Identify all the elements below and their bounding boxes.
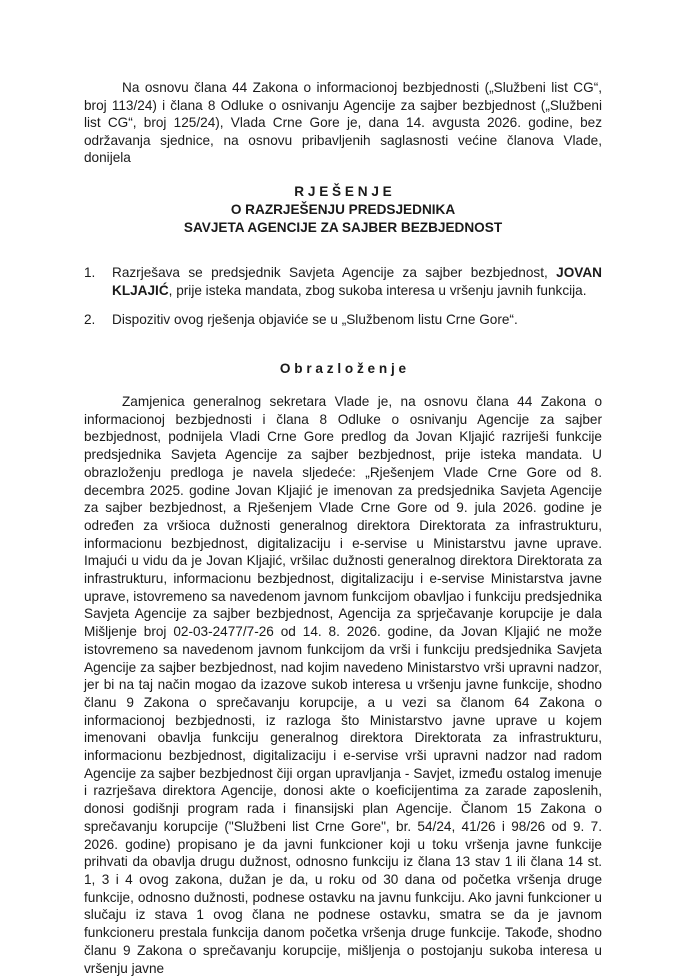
list-item (84, 311, 602, 329)
list-item-number: 2. (84, 312, 96, 328)
reasoning-paragraph: Zamjenica generalnog sekretara Vlade je, na osnovu člana 44 Zakona o informacionoj bezbjednosti i člana 8 Odluke o osnivanju Agencije za sajber bezbjednost, podnijela Vladi Crne Gore predlog da Jovan Kljajić razriješi funkcije predsjednika Savjeta Agencije za sajber bezbjednost, prije isteka mandata. U obrazloženju predloga je navela sljedeće: „Rješenjem Vlade Crne Gore od 8. decembra 2025. godine Jovan Kljajić je imenovan za predsjednika Savjeta Agencije za sajber bezbjednost, a Rješenjem Vlade Crne Gore od 9. jula 2026. godine je određen za vršioca dužnosti generalnog direktora Direktorata za infrastrukturu, informacionu bezbjednost, digitalizaciju i e-servise u Ministarstvu javne uprave. Imajući u vidu da je Jovan Kljajić, vršilac dužnosti generalnog direktora Direktorata za infrastrukturu, informacionu bezbjednost, digitalizaciju i e-servise Ministarstva javne uprave, istovremeno sa navedenom javnom funkcijom obavljao i funkciju predsjednika Savjeta Agencije za sajber bezbjednost, Agencija za sprječavanje korupcije je dala Mišljenje broj 02-03-2477/7-26 od 14. 8. 2026. godine, da Jovan Kljajić ne može istovremeno sa navedenom javnom funkcijom da vrši i funkciju predsjednika Savjeta Agencije za sajber bezbjednost, nad kojim navedeno Ministarstvo vrši upravni nadzor, jer bi na taj način mogao da izazove sukob interesa u vršenju javne funkcije, shodno članu 9 Zakona o sprečavanju korupcije, a u vezi sa članom 64 Zakona o informacionoj bezbjednosti, iz razloga što Ministarstvo javne uprave u kojem imenovani obavlja funkciju generalnog direktora Direktorata za infrastrukturu, informacionu bezbjednost, digitalizaciju i e-servise vrši upravni nadzor nad radom Agencije za sajber bezbjednost čiji organ upravljanja - Savjet, između ostalog imenuje i razrješava direktora Agencije, donosi akte o koeficijentima za zarade zaposlenih, donosi godišnji program rada i finansijski plan Agencije. Članom 15 Zakona o sprečavanju korupcije ("Službeni list Crne Gore", br. 54/24, 41/26 i 98/26 od 9. 7. 2026. godine) propisano je da javni funkcioner koji u toku vršenja javne funkcije prihvati da obavlja drugu dužnost, odnosno funkciju iz člana 13 stav 1 ili člana 14 st. 1, 3 i 4 ovog zakona, dužan je da, u roku od 30 dana od početka vršenja druge funkcije, odnosno dužnosti, podnese ostavku na javnu funkciju. Ako javni funkcioner u slučaju iz stava 1 ovog člana ne podnese ostavku, smatra se da je javnom funkcioneru prestala funkcija danom početka vršenja druge funkcije. Takođe, shodno članu 9 Zakona o sprečavanju korupcije, mišljenja o postojanju sukoba interesa u vršenju javne (84, 394, 602, 976)
title-line-1: R J E Š E N J E (294, 184, 392, 199)
list-item-text: Razrješava se predsjednik Savjeta Agencije za sajber bezbjednost, (112, 265, 557, 280)
list-item (84, 264, 602, 299)
list-item-text: , prije isteka mandata, zbog sukoba interesa u vršenju javnih funkcija. (168, 282, 587, 298)
document-title (84, 183, 602, 236)
reasoning-heading: O b r a z l o ž e n j e (279, 361, 407, 376)
person-name: JOVAN KLJAJIĆ (112, 265, 602, 298)
intro-paragraph: Na osnovu člana 44 Zakona o informacionoj bezbjednosti („Službeni list CG“, broj 113/24) i člana 8 Odluke o osnivanju Agencije za sajber bezbjednost („Službeni list CG“, broj 125/24), Vlada Crne Gore je, dana 14. avgusta 2026. godine, bez održavanja sjednice, na osnovu pribavljenih saglasnosti većine članova Vlade, donijela (84, 80, 602, 166)
list-item-number: 1. (84, 265, 96, 280)
title-line-3: SAVJETA AGENCIJE ZA SAJBER BEZBJEDNOST (183, 219, 503, 235)
title-line-2: O RAZRJEŠENJU PREDSJEDNIKA (230, 201, 456, 217)
list-item-text: Dispozitiv ovog rješenja objaviće se u „Službenom listu Crne Gore“. (112, 312, 518, 328)
dispositive-list (84, 264, 602, 341)
